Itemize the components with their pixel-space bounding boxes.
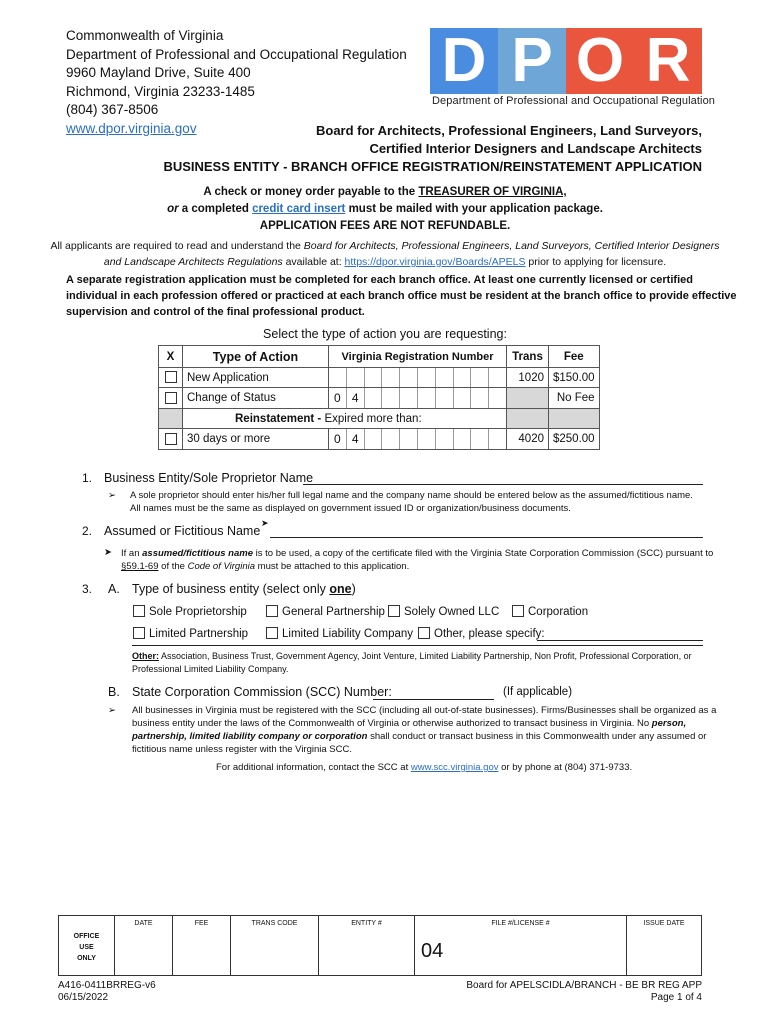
file-prefix: 04: [421, 940, 444, 962]
option-corporation[interactable]: [512, 603, 588, 621]
option-label: Limited Partnership: [149, 628, 249, 640]
q3-a-label: [132, 580, 356, 598]
scc-number-label: State Corporation Commission (SCC) Number:: [132, 685, 392, 699]
table-row: [159, 388, 600, 409]
action-label: Change of Status: [183, 388, 329, 409]
office-label-line: USE: [79, 944, 94, 951]
q1-note-line: A sole proprietor should enter his/her full legal name and the company name should be entered below as the assumed/fictitious name.: [130, 490, 693, 501]
regulations-notice: [0, 238, 770, 270]
treasurer-text: TREASURER OF VIRGINIA,: [418, 186, 567, 198]
scc-notice: [132, 704, 716, 756]
q1-bullet-text: [130, 489, 693, 515]
close-paren: ): [351, 582, 356, 596]
apels-link[interactable]: https://dpor.virginia.gov/Boards/APELS: [344, 256, 526, 268]
header-trans: Trans: [507, 346, 549, 368]
logo-letter-r: R: [634, 28, 702, 94]
payment-text: must be mailed with your application package.: [345, 203, 603, 215]
agency-line: Richmond, Virginia 23233-1485: [66, 83, 255, 99]
col-label: ENTITY #: [351, 920, 382, 927]
col-label: TRANS CODE: [251, 920, 298, 927]
change-of-status-checkbox[interactable]: [165, 392, 177, 404]
intro-text: All applicants are required to read and understand the: [50, 240, 304, 252]
header-type: Type of Action: [183, 346, 329, 368]
page-number: Page 1 of 4: [650, 992, 702, 1003]
footer-left: [58, 980, 156, 1004]
q2-note-emph: assumed/fictitious name: [142, 548, 253, 559]
q1-label: Business Entity/Sole Proprietor Name: [104, 471, 314, 485]
option-label: General Partnership: [282, 606, 385, 618]
reg-number-field[interactable]: [329, 388, 507, 409]
checkbox[interactable]: [512, 605, 524, 617]
intro-text: available at:: [282, 256, 345, 268]
option-label: Limited Liability Company: [282, 628, 414, 640]
or-text: or: [167, 203, 179, 215]
dpor-logo: [430, 26, 716, 108]
scc-contact-text: For additional information, contact the SCC at: [216, 762, 411, 773]
reg-prefix-digit: 0: [329, 388, 347, 408]
branch-office-notice: [66, 272, 737, 320]
reinstatement-checkbox[interactable]: [165, 433, 177, 445]
q2-note-text: must be attached to this application.: [255, 561, 410, 572]
checkbox[interactable]: [133, 627, 145, 639]
col-label: ISSUE DATE: [643, 920, 685, 927]
notice-line: individual in each profession offered or practiced at each branch office must be resident at the branch office to provide effective: [66, 290, 737, 302]
office-license-cell: [415, 916, 627, 976]
scc-notice-text: shall conduct or transact business in this Commonwealth under any assumed or: [367, 731, 707, 742]
intro-text: prior to applying for licensure.: [525, 256, 667, 268]
logo-letter-d: D: [430, 28, 498, 94]
reg-prefix-digit: 4: [347, 388, 365, 408]
reg-number-field[interactable]: [329, 368, 507, 388]
payment-instructions: [0, 184, 770, 235]
header-reg-number: Virginia Registration Number: [329, 346, 507, 368]
agency-line: (804) 367-8506: [66, 102, 159, 117]
action-label: 30 days or more: [183, 429, 329, 450]
board-line-1: Board for Architects, Professional Engineers, Land Surveyors,: [315, 123, 702, 138]
scc-notice-line: All businesses in Virginia must be registered with the SCC (including all out-of-state businesses). Firms/Businesses shall be organized as a: [132, 705, 717, 716]
footer-board-code: Board for APELSCIDLA/BRANCH - BE BR REG APP: [466, 980, 702, 991]
action-table: [158, 345, 600, 450]
regulations-title: and Landscape Architects Regulations: [103, 256, 283, 268]
office-issue-date-cell: [627, 916, 702, 976]
other-text: Association, Business Trust, Government Agency, Joint Venture, Limited Liability Partnership, Non Profit, Professional Corporation, or: [159, 651, 692, 661]
office-label-line: OFFICE: [73, 933, 100, 940]
fee-value: $150.00: [549, 368, 600, 388]
entity-type-prompt: Type of business entity (select only: [132, 582, 330, 596]
checkbox[interactable]: [266, 627, 278, 639]
checkbox[interactable]: [418, 627, 430, 639]
fee-value: No Fee: [549, 388, 600, 409]
non-refundable-notice: APPLICATION FEES ARE NOT REFUNDABLE.: [259, 220, 511, 232]
q3-b-letter: B.: [108, 685, 120, 699]
reg-prefix-digit: 0: [329, 429, 347, 449]
note-marker-icon: ➤: [104, 547, 112, 558]
table-row: [159, 429, 600, 450]
scc-notice-text: business entity under the laws of the Commonwealth of Virginia or otherwise authorized to transact business in Virginia. No: [132, 718, 652, 729]
other-label: Other:: [132, 651, 159, 661]
option-other[interactable]: [418, 625, 545, 643]
agency-line: Commonwealth of Virginia: [66, 28, 224, 43]
header-x: X: [159, 346, 183, 368]
regulations-title: Board for Architects, Professional Engineers, Land Surveyors, Certified Interior Designers: [303, 240, 720, 252]
option-llc[interactable]: [266, 625, 413, 643]
agency-line: Department of Professional and Occupational Regulation: [66, 46, 407, 62]
q2-note: [121, 547, 713, 573]
q2-label: Assumed or Fictitious Name: [104, 524, 261, 538]
option-solely-owned-llc[interactable]: [388, 603, 499, 621]
office-trans-cell: [231, 916, 319, 976]
office-entity-cell: [319, 916, 415, 976]
action-prompt: Select the type of action you are requesting:: [263, 327, 507, 341]
checkbox[interactable]: [266, 605, 278, 617]
one-emph: one: [329, 582, 352, 596]
form-date: 06/15/2022: [58, 992, 109, 1003]
form-title: BUSINESS ENTITY - BRANCH OFFICE REGISTRATION/REINSTATEMENT APPLICATION: [163, 159, 702, 174]
header-fee: Fee: [549, 346, 600, 368]
option-label: Other, please specify:: [434, 628, 545, 640]
q2-note-text: If an: [121, 548, 143, 559]
q2-note-text: of the: [158, 561, 188, 572]
business-name-field[interactable]: [303, 484, 703, 485]
if-applicable: (If applicable): [503, 686, 573, 698]
office-date-cell: [115, 916, 173, 976]
checkbox[interactable]: [133, 605, 145, 617]
reg-prefix-digit: 4: [347, 429, 365, 449]
col-label: DATE: [134, 920, 153, 927]
agency-website-link[interactable]: www.dpor.virginia.gov: [66, 120, 197, 136]
action-label: New Application: [183, 368, 329, 388]
logo-letter-o: O: [566, 28, 634, 94]
option-limited-partnership[interactable]: [133, 625, 248, 643]
option-label: Sole Proprietorship: [149, 606, 247, 618]
notice-line: A separate registration application must be completed for each branch office. At least one currently licensed or certified: [66, 274, 693, 286]
q2-number: 2.: [82, 524, 93, 538]
option-label: Solely Owned LLC: [404, 606, 500, 618]
bullet-arrow-icon: ➢: [108, 490, 116, 501]
trans-code-empty: [507, 388, 549, 409]
q1-number: 1.: [82, 471, 93, 485]
office-label-line: ONLY: [77, 955, 96, 962]
notice-line: supervision and control of the final professional product.: [66, 306, 365, 318]
col-label: FEE: [194, 920, 209, 927]
scc-contact: [216, 761, 632, 774]
board-heading: [163, 122, 702, 176]
assumed-name-field[interactable]: [270, 537, 703, 538]
logo-caption: Department of Professional and Occupational Regulation: [432, 95, 716, 107]
office-fee-cell: [173, 916, 231, 976]
form-code: A416-0411BRREG-v6: [58, 980, 156, 991]
agency-line: 9960 Mayland Drive, Suite 400: [66, 65, 251, 80]
option-label: Corporation: [528, 606, 589, 618]
statute-link[interactable]: §59.1-69: [121, 561, 159, 572]
reinstatement-text: Expired more than:: [321, 412, 422, 425]
office-use-table: [58, 915, 702, 976]
scc-website-link[interactable]: www.scc.virginia.gov: [410, 762, 499, 773]
other-specify-field[interactable]: [537, 640, 703, 641]
board-line-2: Certified Interior Designers and Landscape Architects: [369, 141, 702, 156]
payment-text: a completed: [178, 203, 253, 215]
checkbox[interactable]: [388, 605, 400, 617]
logo-letter-p: P: [498, 28, 566, 94]
reinstatement-row: [159, 409, 600, 429]
code-of-virginia: Code of Virginia: [187, 561, 256, 572]
other-text: Professional Limited Liability Company.: [132, 664, 289, 674]
reg-number-field[interactable]: [329, 429, 507, 450]
q3-a-letter: A.: [108, 582, 120, 596]
option-sole-proprietorship[interactable]: [133, 603, 247, 621]
footer-right: [466, 980, 702, 1004]
fee-value: $250.00: [549, 429, 600, 450]
table-row: [159, 368, 600, 388]
reinstatement-label: Reinstatement -: [235, 412, 322, 425]
scc-notice-line: fictitious name unless register with the Virginia SCC.: [132, 744, 353, 755]
q2-note-text: is to be used, a copy of the certificate filed with the Virginia State Corporation Commission (SCC) pursuant to: [253, 548, 714, 559]
superscript-marker-icon: ➤: [261, 518, 269, 528]
table-header-row: [159, 346, 600, 368]
scc-notice-emph: partnership, limited liability company or corporation: [132, 731, 368, 742]
office-use-label: [59, 916, 115, 976]
q3-number: 3.: [82, 582, 93, 596]
other-specify-field-line-2[interactable]: [132, 645, 703, 646]
bullet-arrow-icon: ➢: [108, 705, 116, 716]
scc-notice-emph: person,: [651, 718, 687, 729]
scc-contact-text: or by phone at (804) 371-9733.: [498, 762, 633, 773]
credit-card-insert-link[interactable]: credit card insert: [252, 203, 346, 215]
scc-number-field[interactable]: [373, 699, 494, 700]
col-label: FILE #/LICENSE #: [491, 920, 550, 927]
q1-note-line: All names must be the same as displayed on government issued ID or organization/business documents.: [130, 503, 571, 514]
new-application-checkbox[interactable]: [165, 371, 177, 383]
option-general-partnership[interactable]: [266, 603, 385, 621]
trans-code: 1020: [507, 368, 549, 388]
other-examples: [132, 650, 692, 676]
payment-text: A check or money order payable to the: [203, 186, 419, 198]
trans-code: 4020: [507, 429, 549, 450]
